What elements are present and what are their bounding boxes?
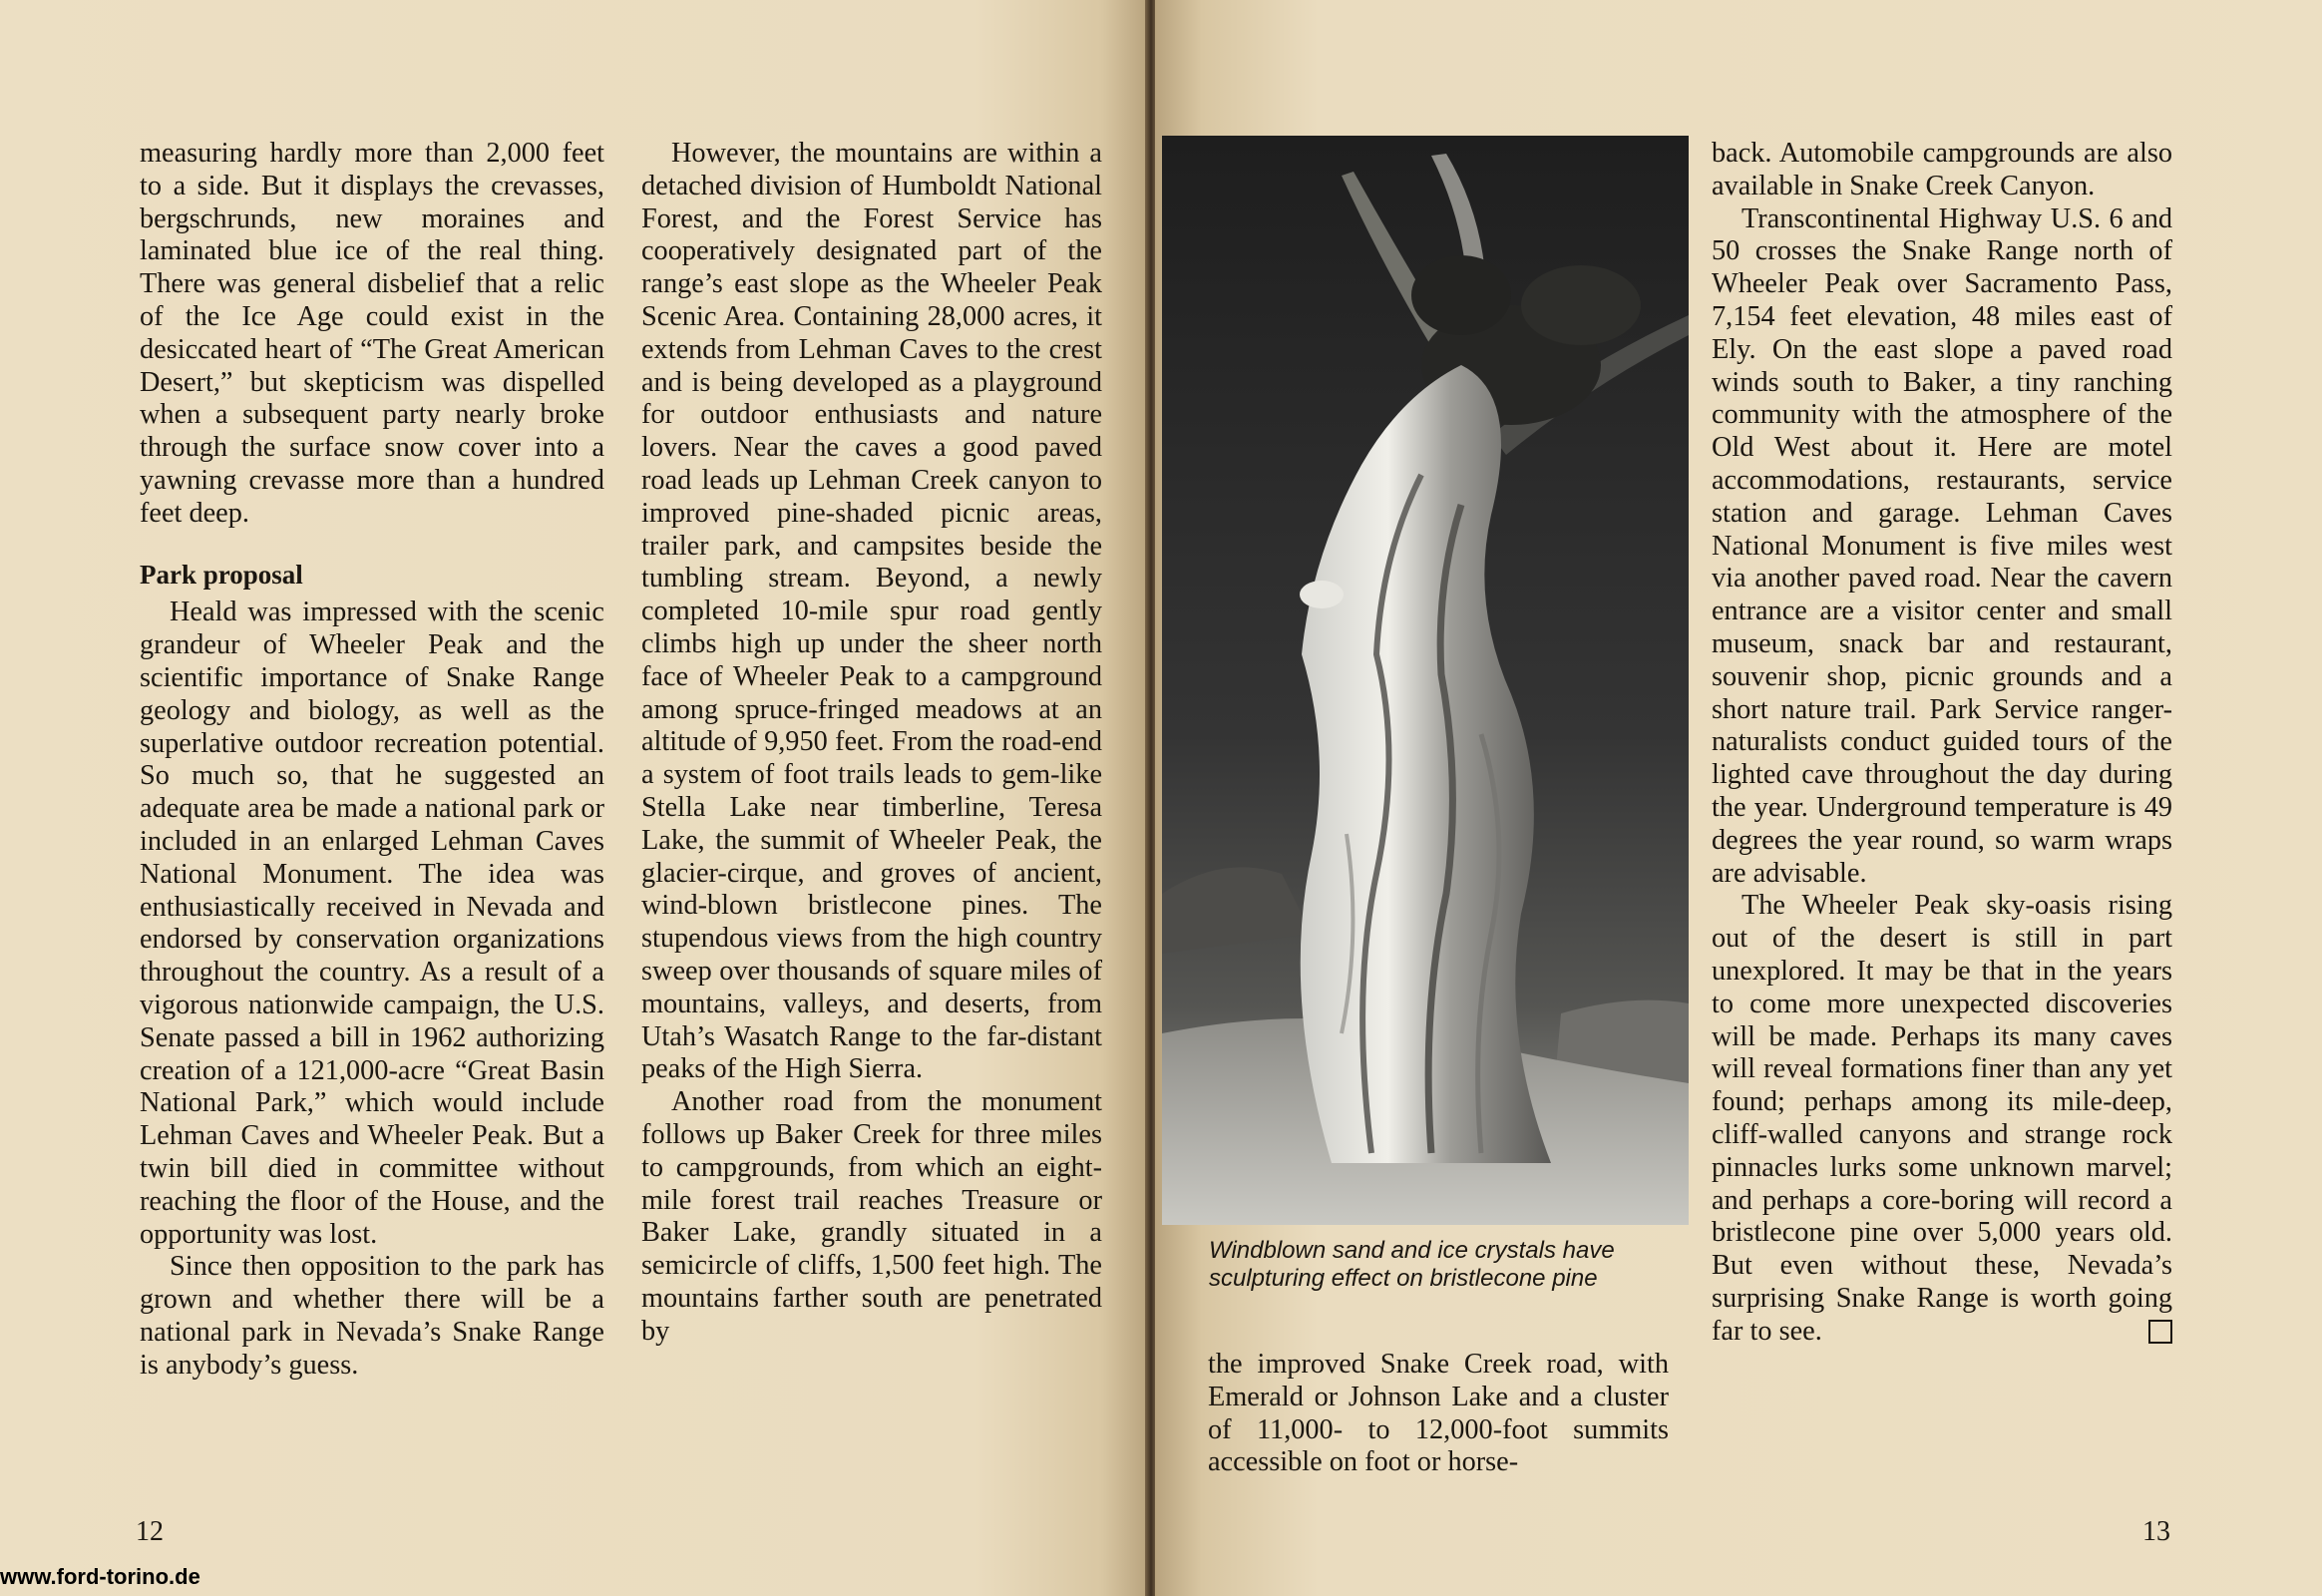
caption-line: Windblown sand and ice crystals have bbox=[1209, 1237, 1615, 1264]
page-number-right: 13 bbox=[2142, 1516, 2170, 1547]
photo-caption bbox=[1209, 1237, 1688, 1293]
right-column-1 bbox=[1208, 1349, 1669, 1479]
closing-paragraph bbox=[1712, 890, 2172, 1348]
paragraph: However, the mountains are within a detached division of Humboldt National Forest, and the Forest Service has cooperatively designated part of the range’s east slope as the Wheeler Peak Scenic Area. Containing 28,000 acres, it extends from Lehman Caves to the crest and is being developed as a playground for outdoor enthusiasts and nature lovers. Near the caves a good paved road leads up Lehman Creek canyon to improved pine-shaded picnic areas, trailer park, and campsites beside the tumbling stream. Beyond, a newly completed 10-mile spur road gently climbs high up under the sheer north face of Wheeler Peak to a campground among spruce-fringed meadows at an altitude of 9,950 feet. From the road-end a system of foot trails leads to gem-like Stella Lake near timberline, Teresa Lake, the summit of Wheeler Peak, the glacier-cirque, and groves of ancient, wind-blown bristlecone pines. The stupendous views from the high country sweep over thousands of square miles of mountains, valleys, and deserts, from Utah’s Wasatch Range to the far-distant peaks of the High Sierra. bbox=[641, 138, 1102, 1085]
paragraph: measuring hardly more than 2,000 feet to a side. But it displays the crevasses, bergschrunds, new moraines and laminated blue ice of the real thing. There was general disbelief that a relic of the Ice Age could exist in the desiccated heart of “The Great American Desert,” but skepticism was dispelled when a subsequent party nearly broke through the surface snow cover into a yawning crevasse more than a hundred feet deep. bbox=[140, 138, 604, 529]
page-number-left: 12 bbox=[136, 1516, 164, 1547]
end-mark-icon bbox=[2148, 1320, 2172, 1344]
caption-line: sculpturing effect on bristlecone pine bbox=[1209, 1265, 1598, 1292]
section-heading: Park proposal bbox=[140, 559, 303, 590]
paragraph: The Wheeler Peak sky-oasis rising out of the desert is still in part unexplored. It may be that in the years to come more unexpected discoveries will be made. Perhaps its many caves will reveal formations finer than any yet found; perhaps among its mile-deep, cliff-walled canyons and strange rock pinnacles lurks some unknown marvel; and perhaps a core-boring will record a bristlecone pine over 5,000 years old. But even without these, Nevada’s surprising Snake Range is worth going far to see. bbox=[1712, 890, 2172, 1347]
paragraph: Heald was impressed with the scenic grandeur of Wheeler Peak and the scientific importance of Snake Range geology and biology, as well as the superlative outdoor recreation potential. So much so, that he suggested an adequate area be made a national park or included in an enlarged Lehman Caves National Monument. The idea was enthusiastically received in Nevada and endorsed by conservation organizations throughout the country. As a result of a vigorous nationwide campaign, the U.S. Senate passed a bill in 1962 authorizing creation of a 121,000-acre “Great Basin National Park,” which would include Lehman Caves and Wheeler Peak. But a twin bill died in committee without reaching the floor of the House, and the opportunity was lost. bbox=[140, 597, 604, 1250]
paragraph: Another road from the monument follows up Baker Creek for three miles to campgrounds, from which an eight-mile forest trail reaches Treasure or Baker Lake, grandly situated in a semicircle of cliffs, 1,500 feet high. The mountains farther south are penetrated by bbox=[641, 1086, 1102, 1347]
paragraph: Transcontinental Highway U.S. 6 and 50 crosses the Snake Range north of Wheeler Peak over Sacramento Pass, 7,154 feet elevation, 48 miles east of Ely. On the east slope a paved road winds south to Baker, a tiny ranching community with the atmosphere of the Old West about it. Here are motel accommodations, restaurants, service station and garage. Lehman Caves National Monument is five miles west via another paved road. Near the cavern entrance are a visitor center and small museum, snack bar and restaurant, souvenir shop, picnic grounds and a short nature trail. Park Service ranger-naturalists conduct guided tours of the lighted cave throughout the day during the year. Underground temperature is 49 degrees the year round, so warm wraps are advisable. bbox=[1712, 202, 2172, 889]
watermark: www.ford-torino.de bbox=[0, 1564, 200, 1589]
paragraph: the improved Snake Creek road, with Emerald or Johnson Lake and a cluster of 11,000- to 12,000-foot summits accessible on foot or horse- bbox=[1208, 1349, 1669, 1478]
tree-illustration bbox=[1162, 136, 1689, 1225]
right-column-2 bbox=[1712, 138, 2172, 1348]
paragraph: back. Automobile campgrounds are also available in Snake Creek Canyon. bbox=[1712, 138, 2172, 201]
left-column-1 bbox=[140, 138, 604, 1382]
paragraph: Since then opposition to the park has grown and whether there will be a national park in Nevada’s Snake Range is anybody’s guess. bbox=[140, 1251, 604, 1381]
left-column-2 bbox=[641, 138, 1102, 1348]
bristlecone-pine-photo bbox=[1162, 136, 1689, 1225]
